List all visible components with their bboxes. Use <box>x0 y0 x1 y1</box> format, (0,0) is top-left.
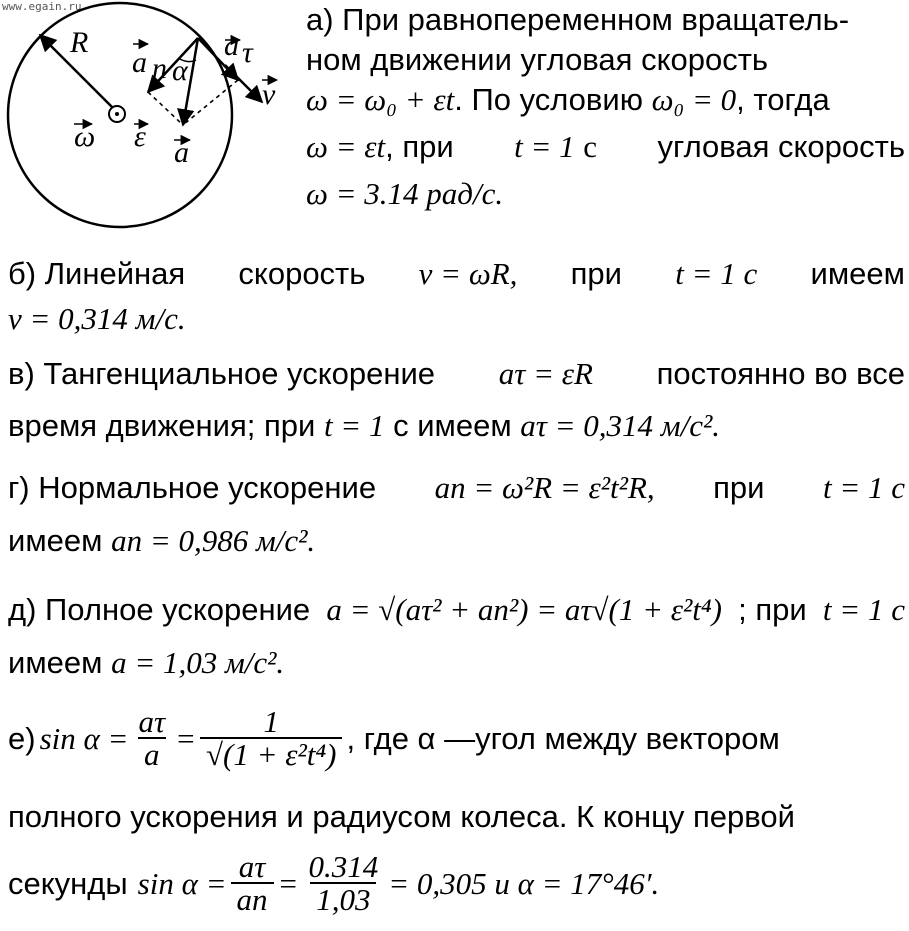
part-d-result: a = 1,03 м/с². <box>111 645 285 680</box>
part-a-line1: а) При равнопеременном вращатель- <box>306 2 850 37</box>
fraction-1-sqrt <box>200 706 342 770</box>
part-v-result: aτ = 0,314 м/с². <box>520 408 720 443</box>
t-eq-1: t = 1 <box>514 129 575 164</box>
label-omega: ω <box>74 120 96 153</box>
part-b-speed: скорость <box>238 256 366 291</box>
frac2-den: √(1 + ε²t⁴) <box>200 737 342 770</box>
part-a-line5: ω = 3.14 рад/с. <box>306 176 504 211</box>
a-full-formula: a = √(aτ² + an²) = aτ√(1 + ε²t⁴) <box>326 592 722 627</box>
part-a-line4 <box>306 131 905 162</box>
watermark: www.egain.ru <box>2 0 82 13</box>
part-g-t: t = 1 с <box>822 470 905 505</box>
part-v-tangential: в) Тангенциальное ускорение <box>8 356 436 391</box>
part-d-have: имеем <box>8 645 103 680</box>
part-g-result: an = 0,986 м/с². <box>111 523 316 558</box>
part-v-line1 <box>8 358 905 389</box>
part-d-full: д) Полное ускорение <box>8 592 311 627</box>
part-d-line1 <box>8 594 905 625</box>
part-e-result: = 0,305 и α = 17°46′. <box>388 865 660 901</box>
part-e-label: е) <box>8 720 36 756</box>
part-v-t: t = 1 <box>323 408 385 443</box>
part-v-have: с имеем <box>393 408 512 443</box>
part-e-seconds: секунды <box>8 865 128 901</box>
v-omega-r: v = ωR, <box>418 256 518 291</box>
label-at: a <box>224 29 239 62</box>
dashed-at <box>183 80 238 125</box>
part-v-const: постоянно во все <box>656 356 905 391</box>
part-d-line2 <box>8 647 905 678</box>
frac4-den: 1,03 <box>310 882 376 915</box>
an-formula: an = ω²R = ε²t²R, <box>434 470 655 505</box>
part-d-t: t = 1 с <box>822 592 905 627</box>
frac3-den: an <box>231 882 274 915</box>
part-g-line2 <box>8 525 905 556</box>
part-g-line1 <box>8 472 905 503</box>
part-v-time: время движения; при <box>8 408 316 443</box>
part-e-line2: полного ускорения и радиусом колеса. К концу первой <box>8 799 795 834</box>
label-an-sub: n <box>152 52 167 85</box>
part-b-line1 <box>8 258 905 289</box>
fraction-at-an <box>231 851 274 915</box>
fraction-values <box>302 851 384 915</box>
label-a: a <box>174 136 189 169</box>
label-alpha: α <box>172 54 188 87</box>
part-a-line2-text: ном движении угловая скорость <box>306 42 769 77</box>
part-g-have: имеем <box>8 523 103 558</box>
frac1-den: a <box>138 737 166 770</box>
part-v-line2 <box>8 410 905 441</box>
sin-alpha-2: sin α = <box>137 865 227 901</box>
frac1-num: aτ <box>138 704 166 739</box>
part-b-t: t = 1 с <box>675 256 758 291</box>
part-a-line2 <box>306 44 905 75</box>
sin-alpha: sin α = <box>39 720 129 756</box>
part-b-at: при <box>570 256 622 291</box>
frac4-num: 0.314 <box>308 849 379 884</box>
part-a-cond-text: . По условию <box>454 82 643 117</box>
at-eps-r: aτ = εR <box>498 356 593 391</box>
part-e-line1: е) sin α = $\frac{a\tau}{a}$ = $\frac{1}{\text{√(1 + ε²t⁴)}}$ , где α —угол между вектором <box>8 704 780 772</box>
part-a-at: , при <box>385 129 454 164</box>
label-R: R <box>70 26 89 59</box>
part-e-line3: секунды sin α = $\frac{a\tau}{an}$ = $\frac{0.314}{1,03}$ = 0,305 и α = 17°46′. <box>8 849 660 917</box>
part-a-then: , тогда <box>736 82 830 117</box>
part-e-where: , где α —угол между вектором <box>346 720 780 756</box>
wheel-diagram <box>0 0 300 240</box>
fraction-at-a <box>132 706 171 770</box>
omega-formula: ω = ω₀ + εt <box>306 82 455 117</box>
part-b-linear: б) Линейная <box>8 256 186 291</box>
omega-eps-t: ω = εt <box>306 129 386 164</box>
part-b-have: имеем <box>810 256 905 291</box>
label-v: v <box>262 78 276 111</box>
part-g-at: при <box>713 470 765 505</box>
part-g-normal: г) Нормальное ускорение <box>8 470 377 505</box>
label-eps: ε <box>134 120 146 153</box>
part-a-angular-speed: угловая скорость <box>657 129 905 164</box>
part-d-at: ; при <box>738 592 807 627</box>
unit-s: с <box>583 129 598 164</box>
dashed-an <box>148 92 183 125</box>
part-b-line2: v = 0,314 м/с. <box>8 301 186 336</box>
omega0-condition: ω₀ = 0 <box>651 82 737 117</box>
frac2-num: 1 <box>263 704 279 739</box>
label-an: a <box>132 46 147 79</box>
frac3-num: aτ <box>238 849 266 884</box>
label-at-sub: τ <box>242 36 253 69</box>
part-a-line3 <box>306 84 905 115</box>
